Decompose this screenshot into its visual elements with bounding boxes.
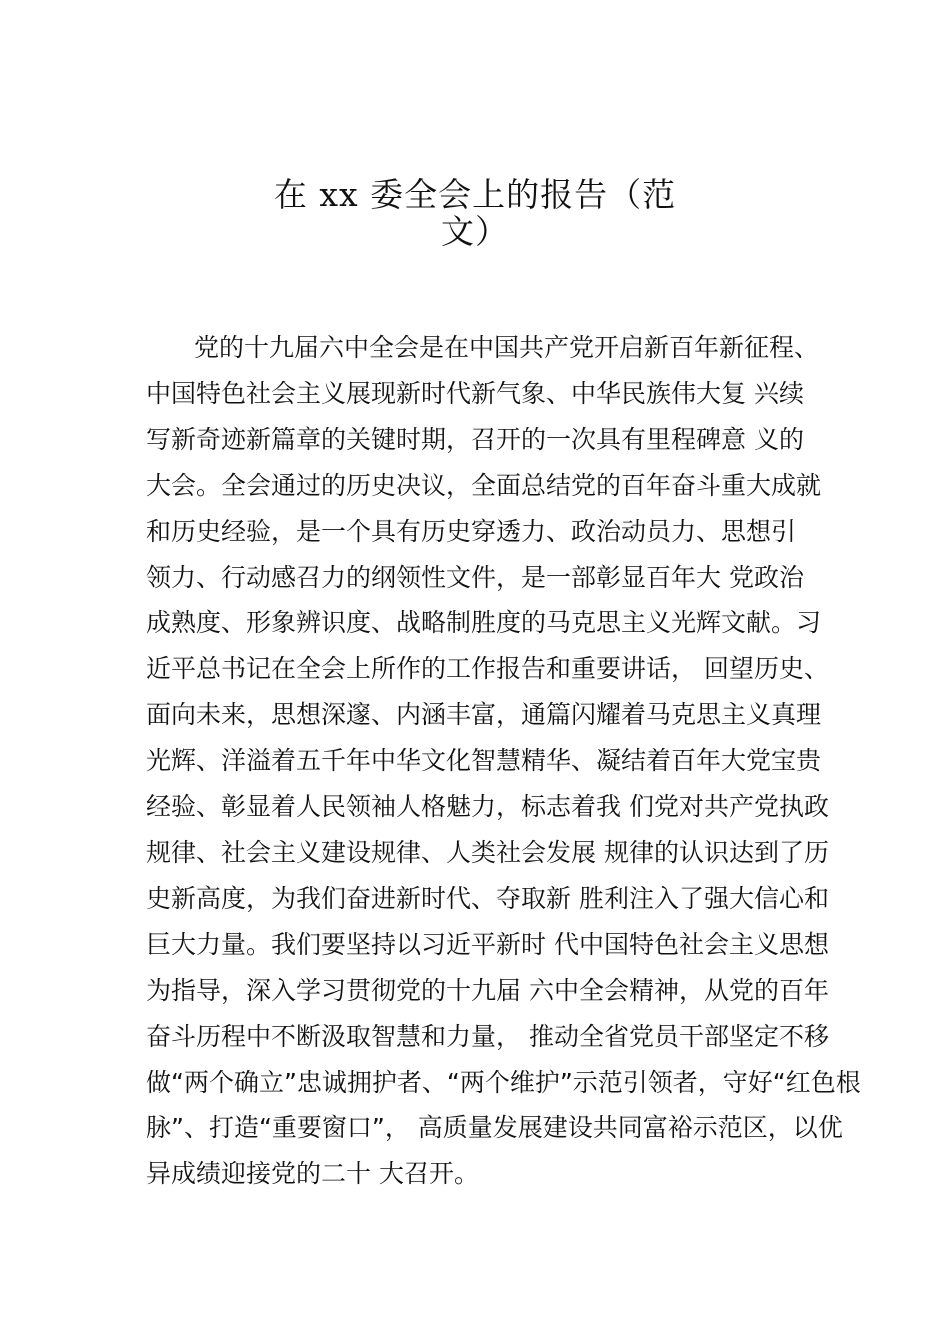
body-paragraph [146, 325, 861, 1197]
paragraph-line: 异成绩迎接党的二十 大召开。 [146, 1159, 479, 1189]
paragraph-line: 巨大力量。我们要坚持以习近平新时 代中国特色社会主义思想 [146, 929, 829, 959]
paragraph-line: 中国特色社会主义展现新时代新气象、中华民族伟大复 兴续 [146, 378, 804, 408]
paragraph-line: 奋斗历程中不断汲取智慧和力量， 推动全省党员干部坚定不移 [146, 1021, 829, 1051]
paragraph-line: 成熟度、形象辨识度、战略制胜度的马克思主义光辉文献。习 [146, 608, 822, 638]
paragraph-line: 史新高度，为我们奋进新时代、夺取新 胜利注入了强大信心和 [146, 883, 829, 913]
title-line: 在 xx 委全会上的报告（范 [273, 175, 677, 214]
document-title [255, 176, 695, 250]
paragraph-line: 大会。全会通过的历史决议，全面总结党的百年奋斗重大成就 [146, 470, 822, 500]
paragraph-line: 写新奇迹新篇章的关键时期，召开的一次具有里程碑意 义的 [146, 424, 804, 454]
paragraph-line: 党的十九届六中全会是在中国共产党开启新百年新征程、 [194, 333, 820, 362]
paragraph-line: 为指导，深入学习贯彻党的十九届 六中全会精神，从党的百年 [146, 975, 829, 1005]
paragraph-line: 脉”、打造“重要窗口”， 高质量发展建设共同富裕示范区，以优 [146, 1113, 843, 1143]
title-line: 文） [441, 212, 509, 251]
paragraph-line: 面向未来，思想深邃、内涵丰富，通篇闪耀着马克思主义真理 [146, 700, 822, 730]
paragraph-line: 经验、彰显着人民领袖人格魅力，标志着我 们党对共产党执政 [146, 792, 829, 822]
paragraph-line: 和历史经验，是一个具有历史穿透力、政治动员力、思想引 [146, 516, 797, 546]
paragraph-line: 光辉、洋溢着五千年中华文化智慧精华、凝结着百年大党宝贵 [146, 746, 822, 776]
paragraph-line: 规律、社会主义建设规律、人类社会发展 规律的认识达到了历 [146, 837, 829, 867]
paragraph-line: 做“两个确立”忠诚拥护者、“两个维护”示范引领者，守好“红色根 [146, 1067, 861, 1097]
paragraph-line: 近平总书记在全会上所作的工作报告和重要讲话， 回望历史、 [146, 654, 829, 684]
paragraph-line: 领力、行动感召力的纲领性文件，是一部彰显百年大 党政治 [146, 562, 804, 592]
